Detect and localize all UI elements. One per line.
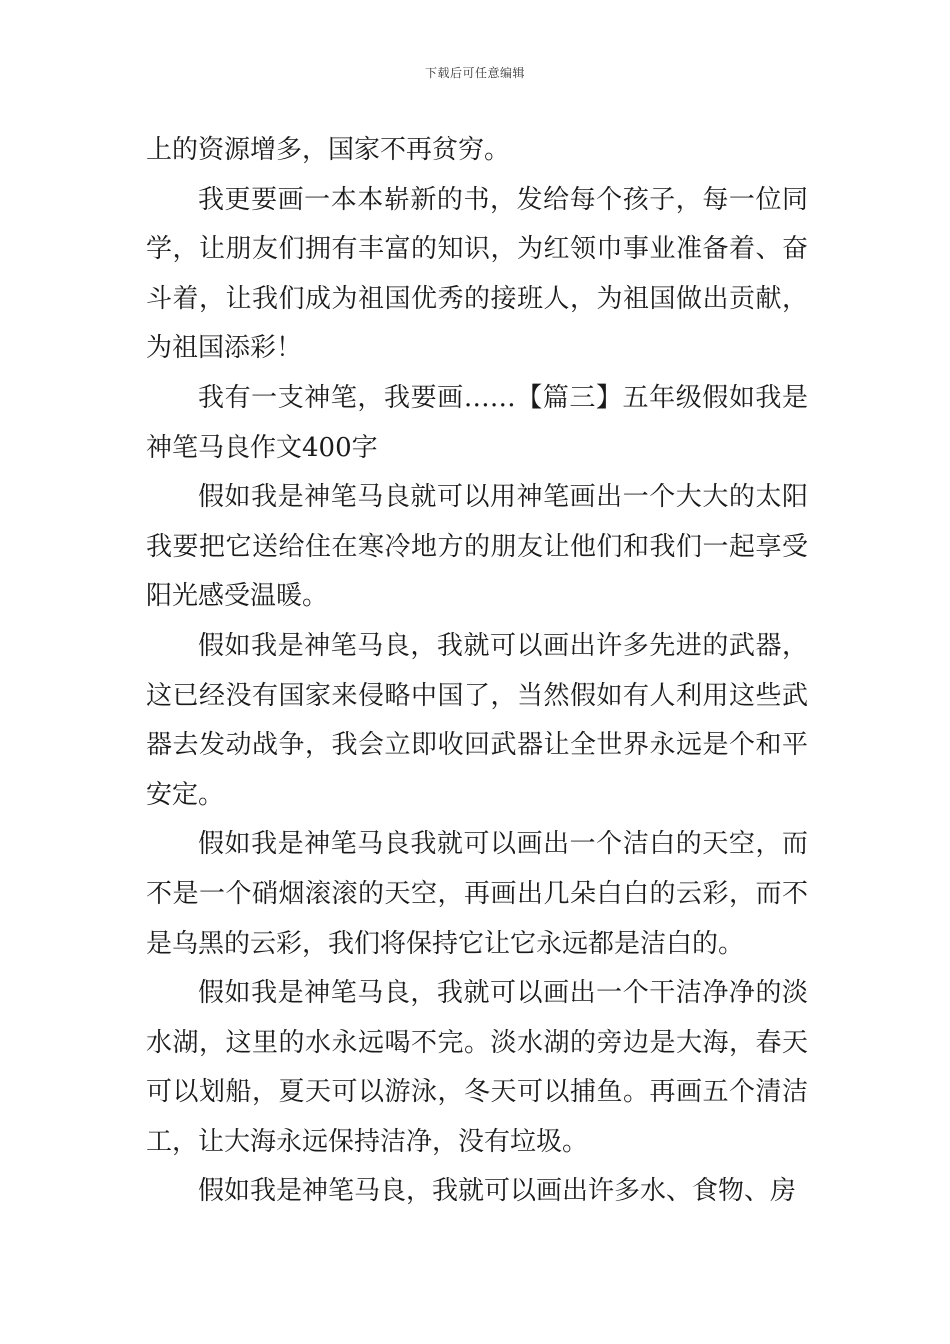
document-body (146, 126, 808, 1217)
paragraph-3: 我有一支神笔，我要画……【篇三】五年级假如我是神笔马良作文400字 (146, 382, 808, 463)
paragraph-5: 假如我是神笔马良，我就可以画出许多先进的武器，这已经没有国家来侵略中国了，当然假如有人利用这些武器去发动战争，我会立即收回武器让全世界永远是个和平安定。 (146, 630, 808, 810)
paragraph-1: 上的资源增多，国家不再贫穷。 (146, 135, 511, 165)
paragraph-4: 假如我是神笔马良就可以用神笔画出一个大大的太阳我要把它送给住在寒冷地方的朋友让他们和我们一起享受阳光感受温暖。 (146, 482, 808, 612)
page-header: 下载后可任意编辑 (424, 66, 525, 80)
paragraph-6: 假如我是神笔马良我就可以画出一个洁白的天空，而不是一个硝烟滚滚的天空，再画出几朵白白的云彩，而不是乌黑的云彩，我们将保持它让它永远都是洁白的。 (146, 829, 808, 959)
paragraph-2: 我更要画一本本崭新的书，发给每个孩子，每一位同学，让朋友们拥有丰富的知识，为红领巾事业准备着、奋斗着，让我们成为祖国优秀的接班人，为祖国做出贡献，为祖国添彩！ (146, 184, 808, 364)
paragraph-7: 假如我是神笔马良，我就可以画出一个干洁净净的淡水湖，这里的水永远喝不完。淡水湖的旁边是大海，春天可以划船，夏天可以游泳，冬天可以捕鱼。再画五个清洁工，让大海永远保持洁净，没有垃圾。 (146, 978, 808, 1157)
paragraph-8: 假如我是神笔马良，我就可以画出许多水、食物、房 (198, 1176, 797, 1207)
